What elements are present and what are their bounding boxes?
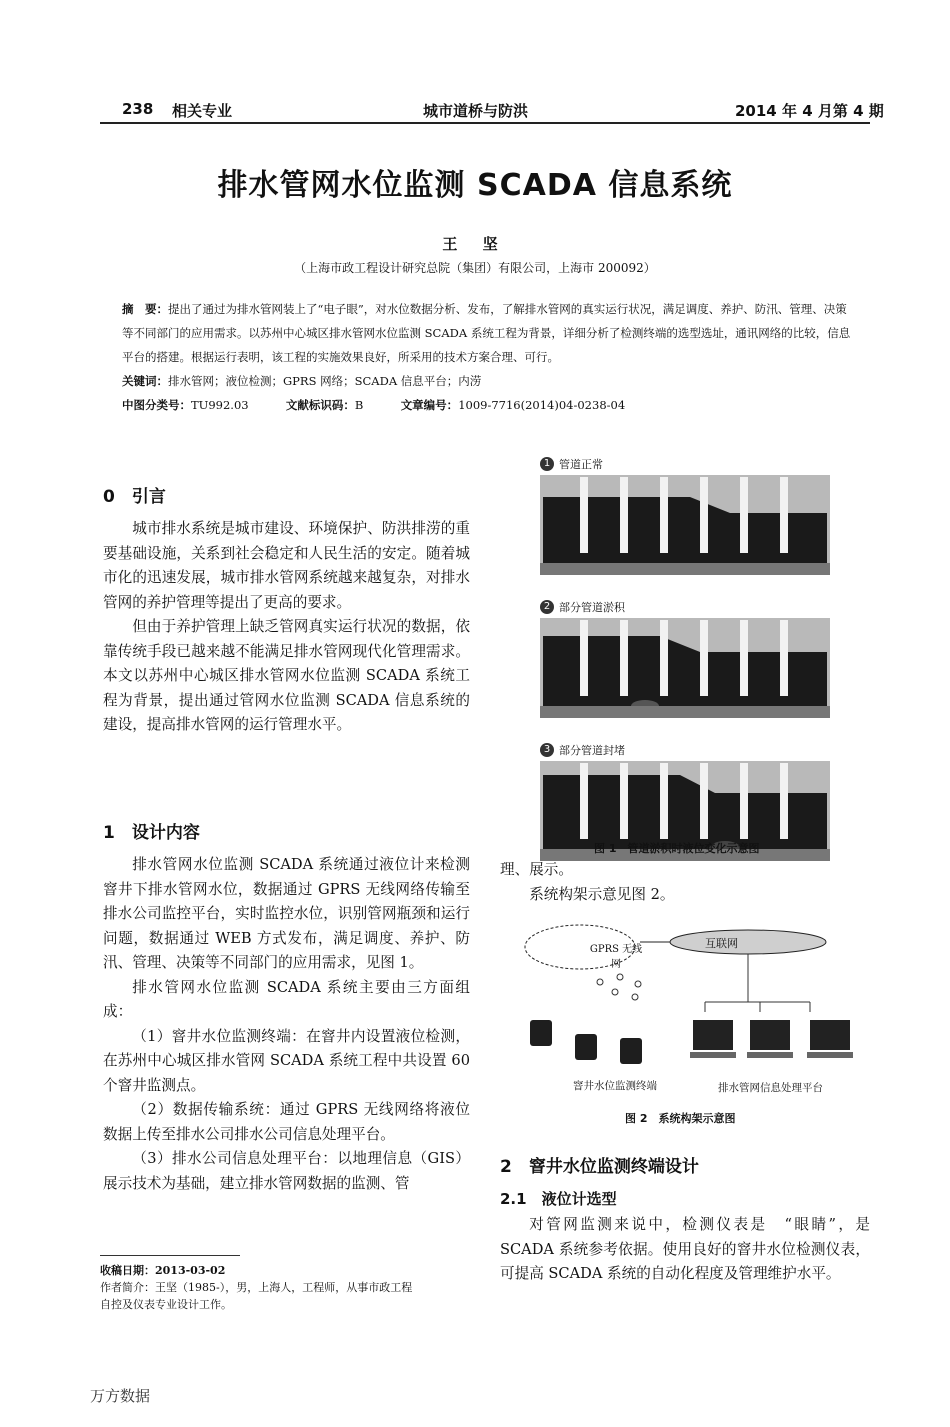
paragraph: 排水管网水位监测 SCADA 系统通过液位计来检测窨井下排水管网水位，数据通过 GPRS 无线网络传输至排水公司监控平台，实时监控水位，识别管网瓶颈和运行问题，数据通过 WEB 方式发布，满足调度、养护、防汛、管理、决策等不同部门的应用需求，见图 1。 — [103, 856, 470, 971]
section-1-body — [103, 853, 470, 1196]
figure-1-caption: 图 1 管道淤积时液位变化示意图 — [594, 842, 760, 855]
header-rule — [100, 122, 870, 124]
internet-label: 互联网 — [705, 937, 738, 950]
figure-1 — [540, 456, 840, 861]
paragraph: （3）排水公司信息处理平台：以地理信息（GIS）展示技术为基础，建立排水管网数据的监测、管 — [103, 1150, 470, 1192]
footnote — [100, 1262, 412, 1313]
figure-2-caption: 图 2 系统构架示意图 — [625, 1112, 736, 1125]
paper-title: 排水管网水位监测 SCADA 信息系统 — [217, 168, 733, 203]
paragraph: 城市排水系统是城市建设、环境保护、防洪排涝的重要基础设施，关系到社会稳定和人民生活的安定。随着城市化的迅速发展，城市排水管网系统越来越复杂，对排水管网的养护管理等提出了更高的要求。 — [103, 520, 470, 611]
section-2-1-body — [500, 1213, 870, 1287]
panel-number-icon: 3 — [540, 743, 554, 757]
panel-2-label: 部分管道淤积 — [559, 601, 625, 614]
paragraph: 理、展示。 — [500, 861, 573, 878]
received-date: 收稿日期：2013-03-02 — [100, 1264, 226, 1277]
paragraph: （1）窨井水位监测终端：在窨井内设置液位检测，在苏州中心城区排水管网 SCADA 系统工程中共设置 60 个窨井监测点。 — [103, 1027, 470, 1094]
keywords-text: 排水管网；液位检测；GPRS 网络；SCADA 信息平台；内涝 — [168, 374, 482, 388]
clc-value: TU992.03 — [191, 398, 249, 412]
doc-label: 文献标识码： — [285, 398, 355, 412]
section-0-body — [103, 517, 470, 738]
panel-1-label: 管道正常 — [559, 458, 603, 471]
author-bio-line2: 自控及仪表专业设计工作。 — [100, 1298, 232, 1311]
system-architecture-diagram — [520, 922, 870, 1012]
section-0-title: 0 引言 — [103, 487, 166, 507]
section-label: 相关专业 — [172, 102, 233, 120]
article-label: 文章编号： — [400, 398, 459, 412]
page-number: 238 — [122, 100, 154, 118]
paragraph: （2）数据传输系统：通过 GPRS 无线网络将液位数据上传至排水公司排水公司信息处理平台。 — [103, 1101, 470, 1143]
abstract-block — [122, 297, 852, 417]
figure-1-panel-label — [540, 456, 840, 472]
device-row-diagram — [525, 1012, 870, 1072]
issue-info: 2014 年 4 月第 4 期 — [735, 102, 884, 120]
author-bio-line1: 作者简介：王坚（1985-），男，上海人，工程师，从事市政工程 — [100, 1281, 413, 1294]
section-1-title: 1 设计内容 — [103, 823, 200, 843]
panel-number-icon: 2 — [540, 600, 554, 614]
platform-label: 排水管网信息处理平台 — [718, 1082, 823, 1094]
pipe-normal-diagram — [540, 475, 830, 575]
panel-number-icon: 1 — [540, 457, 554, 471]
abstract — [122, 297, 852, 369]
gprs-cloud-label: GPRS 无线网 — [589, 944, 643, 970]
footnote-rule — [100, 1255, 240, 1256]
figure-1-panel-label — [540, 599, 840, 615]
paragraph: 但由于养护管理上缺乏管网真实运行状况的数据，依靠传统手段已越来越不能满足排水管网现代化管理需求。本文以苏州中心城区排水管网水位监测 SCADA 系统工程为背景，提出通过管网水位监测 SCADA 信息系统的建设，提高排水管网的运行管理水平。 — [103, 618, 470, 733]
classification — [122, 393, 852, 417]
watermark: 万方数据 — [90, 1387, 151, 1405]
pipe-silted-diagram — [540, 618, 830, 718]
journal-name: 城市道桥与防洪 — [423, 102, 529, 120]
figure-1-panel-label — [540, 742, 840, 758]
panel-3-label: 部分管道封堵 — [559, 744, 625, 757]
affiliation: （上海市政工程设计研究总院（集团）有限公司，上海市 200092） — [294, 261, 656, 275]
paragraph: 排水管网水位监测 SCADA 系统主要由三方面组成： — [103, 978, 470, 1020]
right-column-body — [500, 858, 870, 907]
abstract-label: 摘 要： — [122, 302, 168, 316]
author: 王 坚 — [442, 235, 508, 253]
doc-value: B — [354, 398, 364, 412]
clc-label: 中图分类号： — [122, 398, 191, 412]
keywords-label: 关键词： — [122, 374, 168, 388]
terminal-label: 窨井水位监测终端 — [573, 1080, 657, 1092]
keywords — [122, 369, 852, 393]
section-2-1-title: 2.1 液位计选型 — [500, 1190, 617, 1208]
paragraph: 系统构架示意见图 2。 — [529, 885, 675, 903]
article-value: 1009-7716(2014)04-0238-04 — [458, 398, 626, 412]
abstract-text: 提出了通过为排水管网装上了“电子眼”，对水位数据分析、发布，了解排水管网的真实运行状况，满足调度、养护、防汛、管理、决策等不同部门的应用需求。以苏州中心城区排水管网水位监测 SCADA 系统工程为背景，详细分析了检测终端的选型选址，通讯网络的比较，信息平台的搭建。根据运行表明，该工程的实施效果良好，所采用的技术方案合理、可行。 — [122, 302, 851, 364]
section-2-title: 2 窨井水位监测终端设计 — [500, 1157, 699, 1177]
paragraph: 对管网监测来说中，检测仪表是 “眼睛”，是 SCADA 系统参考依据。使用良好的窨井水位检测仪表，可提高 SCADA 系统的自动化程度及管理维护水平。 — [500, 1216, 870, 1282]
